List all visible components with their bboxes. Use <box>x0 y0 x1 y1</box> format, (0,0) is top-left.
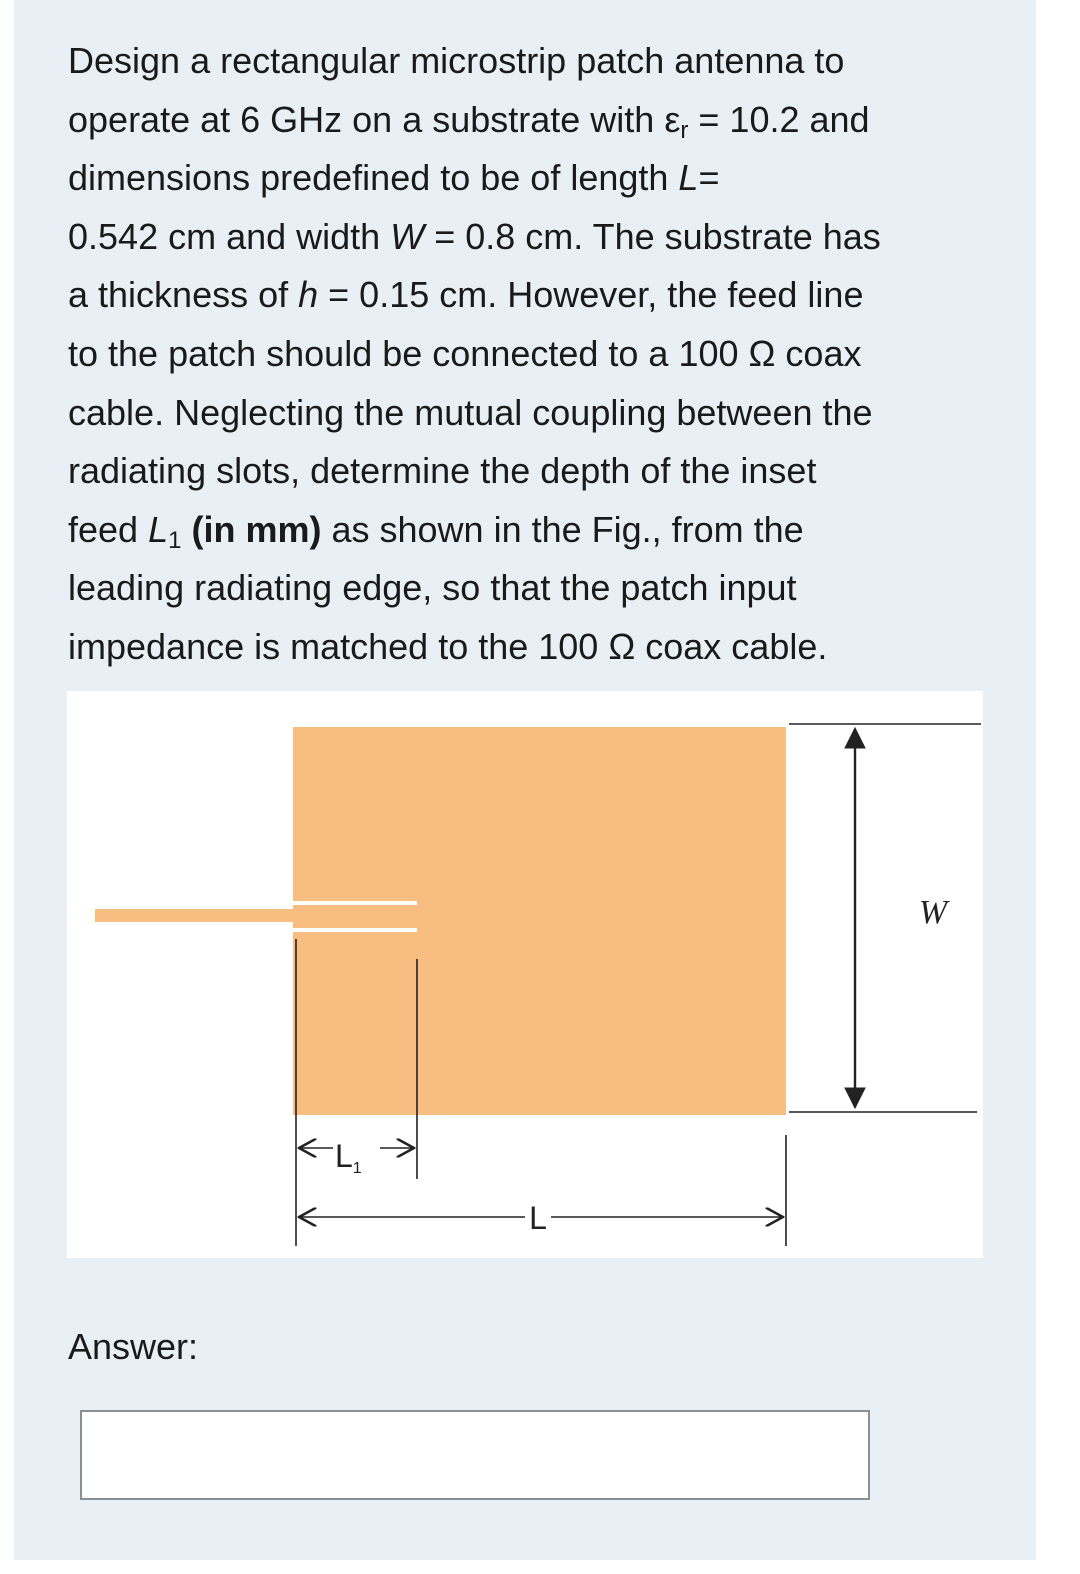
question-line: feed $L_1$ (in mm) as shown in the Fig., from the <box>68 508 804 554</box>
l-label: L <box>529 1200 547 1236</box>
answer-label: Answer: <box>68 1326 199 1367</box>
question-line: leading radiating edge, so that the patch input <box>68 567 797 609</box>
question-line: radiating slots, determine the depth of the inset <box>68 450 817 492</box>
question-line: impedance is matched to the 100 Ω coax cable. <box>68 625 828 667</box>
patch-antenna-figure <box>67 691 983 1258</box>
question-line: cable. Neglecting the mutual coupling between the <box>68 391 873 433</box>
question-line: a thickness of h = 0.15 cm. However, the feed line <box>68 274 864 316</box>
answer-input[interactable] <box>80 1410 870 1500</box>
w-label: W <box>918 894 948 931</box>
l1-label: L1 <box>335 1138 362 1177</box>
feed-line <box>95 909 417 922</box>
inset-slot-top <box>293 901 417 905</box>
question-text <box>68 32 1028 677</box>
question-line: dimensions predefined to be of length L= <box>68 157 720 199</box>
question-line: 0.542 cm and width W = 0.8 cm. The substrate has <box>68 215 881 257</box>
inset-slot-bottom <box>293 928 417 932</box>
question-line: operate at 6 GHz on a substrate with $\varepsilon_r = 10.2$ and <box>68 98 870 144</box>
question-line: to the patch should be connected to a 100 Ω coax <box>68 332 862 374</box>
question-line: Design a rectangular microstrip patch antenna to <box>68 40 845 81</box>
patch-antenna-diagram <box>67 691 983 1258</box>
